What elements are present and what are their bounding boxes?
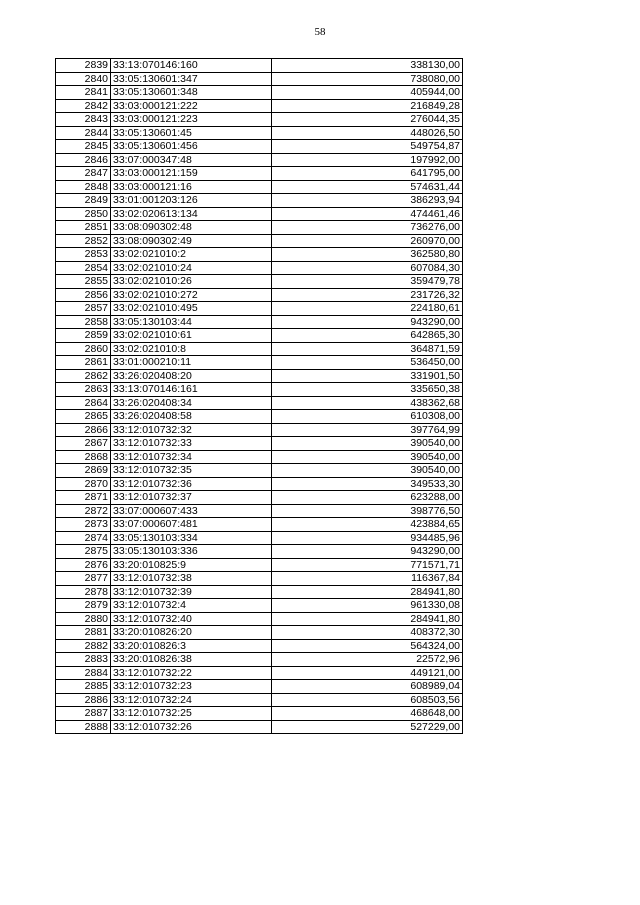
row-number: 2878	[56, 585, 111, 599]
cadastral-number: 33:02:021010:26	[111, 275, 272, 289]
table-row	[56, 180, 463, 194]
row-value: 398776,50	[272, 504, 463, 518]
table-row	[56, 72, 463, 86]
table-row	[56, 234, 463, 248]
row-value: 338130,00	[272, 59, 463, 73]
cadastral-number: 33:12:010732:24	[111, 693, 272, 707]
table-body	[56, 59, 463, 734]
row-value: 536450,00	[272, 356, 463, 370]
row-number: 2874	[56, 531, 111, 545]
row-value: 549754,87	[272, 140, 463, 154]
table-row	[56, 113, 463, 127]
table-row	[56, 504, 463, 518]
cadastral-number: 33:12:010732:34	[111, 450, 272, 464]
row-value: 359479,78	[272, 275, 463, 289]
table-row	[56, 275, 463, 289]
row-value: 474461,46	[272, 207, 463, 221]
table-row	[56, 558, 463, 572]
cadastral-number: 33:05:130601:347	[111, 72, 272, 86]
row-value: 405944,00	[272, 86, 463, 100]
row-value: 231726,32	[272, 288, 463, 302]
row-value: 197992,00	[272, 153, 463, 167]
row-value: 738080,00	[272, 72, 463, 86]
row-number: 2853	[56, 248, 111, 262]
table-row	[56, 329, 463, 343]
table-row	[56, 653, 463, 667]
cadastral-number: 33:05:130103:334	[111, 531, 272, 545]
table-row	[56, 464, 463, 478]
cadastral-number: 33:05:130103:44	[111, 315, 272, 329]
table-row	[56, 545, 463, 559]
table-row	[56, 261, 463, 275]
cadastral-number: 33:13:070146:161	[111, 383, 272, 397]
table-row	[56, 248, 463, 262]
row-number: 2849	[56, 194, 111, 208]
row-number: 2876	[56, 558, 111, 572]
row-number: 2880	[56, 612, 111, 626]
row-value: 642865,30	[272, 329, 463, 343]
cadastral-number: 33:02:021010:24	[111, 261, 272, 275]
row-number: 2867	[56, 437, 111, 451]
cadastral-number: 33:03:000121:159	[111, 167, 272, 181]
cadastral-number: 33:01:000210:11	[111, 356, 272, 370]
row-number: 2888	[56, 720, 111, 734]
table-row	[56, 612, 463, 626]
row-value: 390540,00	[272, 450, 463, 464]
cadastral-number: 33:12:010732:40	[111, 612, 272, 626]
row-value: 527229,00	[272, 720, 463, 734]
row-number: 2857	[56, 302, 111, 316]
row-number: 2839	[56, 59, 111, 73]
cadastral-number: 33:26:020408:20	[111, 369, 272, 383]
row-number: 2865	[56, 410, 111, 424]
table-row	[56, 491, 463, 505]
row-number: 2843	[56, 113, 111, 127]
row-number: 2848	[56, 180, 111, 194]
row-number: 2847	[56, 167, 111, 181]
table-row	[56, 194, 463, 208]
row-value: 362580,80	[272, 248, 463, 262]
table-row	[56, 626, 463, 640]
table-row	[56, 99, 463, 113]
row-number: 2886	[56, 693, 111, 707]
table-row	[56, 59, 463, 73]
row-value: 408372,30	[272, 626, 463, 640]
row-number: 2866	[56, 423, 111, 437]
row-number: 2863	[56, 383, 111, 397]
table-row	[56, 680, 463, 694]
table-row	[56, 518, 463, 532]
row-value: 771571,71	[272, 558, 463, 572]
row-value: 284941,80	[272, 585, 463, 599]
row-value: 449121,00	[272, 666, 463, 680]
row-value: 934485,96	[272, 531, 463, 545]
cadastral-number: 33:12:010732:23	[111, 680, 272, 694]
page-number: 58	[314, 26, 326, 38]
row-number: 2879	[56, 599, 111, 613]
row-value: 224180,61	[272, 302, 463, 316]
cadastral-number: 33:13:070146:160	[111, 59, 272, 73]
row-number: 2844	[56, 126, 111, 140]
row-value: 623288,00	[272, 491, 463, 505]
row-value: 574631,44	[272, 180, 463, 194]
row-value: 448026,50	[272, 126, 463, 140]
row-value: 943290,00	[272, 315, 463, 329]
table-row	[56, 140, 463, 154]
row-value: 364871,59	[272, 342, 463, 356]
table-row	[56, 86, 463, 100]
row-value: 608503,56	[272, 693, 463, 707]
row-value: 610308,00	[272, 410, 463, 424]
row-value: 390540,00	[272, 437, 463, 451]
cadastral-number: 33:05:130103:336	[111, 545, 272, 559]
table-row	[56, 221, 463, 235]
data-table	[55, 58, 463, 734]
table-row	[56, 167, 463, 181]
cadastral-number: 33:01:001203:126	[111, 194, 272, 208]
cadastral-number: 33:20:010825:9	[111, 558, 272, 572]
table-row	[56, 315, 463, 329]
cadastral-number: 33:12:010732:38	[111, 572, 272, 586]
row-number: 2875	[56, 545, 111, 559]
row-value: 386293,94	[272, 194, 463, 208]
row-number: 2850	[56, 207, 111, 221]
table-row	[56, 693, 463, 707]
row-number: 2842	[56, 99, 111, 113]
table-row	[56, 531, 463, 545]
row-value: 468648,00	[272, 707, 463, 721]
table-row	[56, 639, 463, 653]
row-number: 2884	[56, 666, 111, 680]
row-number: 2882	[56, 639, 111, 653]
cadastral-number: 33:12:010732:36	[111, 477, 272, 491]
cadastral-number: 33:12:010732:22	[111, 666, 272, 680]
row-value: 116367,84	[272, 572, 463, 586]
cadastral-number: 33:07:000607:481	[111, 518, 272, 532]
row-number: 2855	[56, 275, 111, 289]
row-value: 284941,80	[272, 612, 463, 626]
row-number: 2846	[56, 153, 111, 167]
table-row	[56, 207, 463, 221]
row-number: 2841	[56, 86, 111, 100]
cadastral-number: 33:20:010826:20	[111, 626, 272, 640]
cadastral-number: 33:12:010732:4	[111, 599, 272, 613]
table-row	[56, 720, 463, 734]
row-value: 438362,68	[272, 396, 463, 410]
row-value: 390540,00	[272, 464, 463, 478]
row-number: 2859	[56, 329, 111, 343]
row-number: 2854	[56, 261, 111, 275]
table-row	[56, 585, 463, 599]
cadastral-number: 33:05:130601:456	[111, 140, 272, 154]
row-number: 2862	[56, 369, 111, 383]
row-number: 2840	[56, 72, 111, 86]
cadastral-number: 33:26:020408:34	[111, 396, 272, 410]
cadastral-number: 33:12:010732:33	[111, 437, 272, 451]
table-row	[56, 302, 463, 316]
row-number: 2885	[56, 680, 111, 694]
row-number: 2851	[56, 221, 111, 235]
row-value: 349533,30	[272, 477, 463, 491]
row-number: 2883	[56, 653, 111, 667]
cadastral-number: 33:02:020613:134	[111, 207, 272, 221]
row-number: 2873	[56, 518, 111, 532]
row-value: 335650,38	[272, 383, 463, 397]
row-value: 564324,00	[272, 639, 463, 653]
row-value: 423884,65	[272, 518, 463, 532]
row-number: 2877	[56, 572, 111, 586]
table-row	[56, 369, 463, 383]
row-number: 2869	[56, 464, 111, 478]
row-number: 2852	[56, 234, 111, 248]
cadastral-number: 33:03:000121:223	[111, 113, 272, 127]
cadastral-number: 33:02:021010:2	[111, 248, 272, 262]
row-number: 2845	[56, 140, 111, 154]
row-number: 2872	[56, 504, 111, 518]
table-row	[56, 126, 463, 140]
table-row	[56, 599, 463, 613]
cadastral-number: 33:12:010732:26	[111, 720, 272, 734]
row-value: 276044,35	[272, 113, 463, 127]
row-number: 2870	[56, 477, 111, 491]
cadastral-number: 33:02:021010:495	[111, 302, 272, 316]
table-row	[56, 450, 463, 464]
cadastral-number: 33:02:021010:61	[111, 329, 272, 343]
table-row	[56, 396, 463, 410]
row-number: 2856	[56, 288, 111, 302]
row-value: 943290,00	[272, 545, 463, 559]
row-value: 641795,00	[272, 167, 463, 181]
cadastral-number: 33:05:130601:45	[111, 126, 272, 140]
row-number: 2871	[56, 491, 111, 505]
cadastral-number: 33:02:021010:272	[111, 288, 272, 302]
cadastral-number: 33:12:010732:37	[111, 491, 272, 505]
cadastral-number: 33:12:010732:35	[111, 464, 272, 478]
table-row	[56, 477, 463, 491]
row-value: 736276,00	[272, 221, 463, 235]
cadastral-number: 33:20:010826:38	[111, 653, 272, 667]
table-row	[56, 356, 463, 370]
table-row	[56, 383, 463, 397]
cadastral-number: 33:03:000121:222	[111, 99, 272, 113]
row-number: 2887	[56, 707, 111, 721]
cadastral-number: 33:08:090302:49	[111, 234, 272, 248]
row-value: 331901,50	[272, 369, 463, 383]
cadastral-number: 33:02:021010:8	[111, 342, 272, 356]
cadastral-number: 33:20:010826:3	[111, 639, 272, 653]
row-value: 607084,30	[272, 261, 463, 275]
cadastral-number: 33:08:090302:48	[111, 221, 272, 235]
row-number: 2858	[56, 315, 111, 329]
cadastral-number: 33:07:000607:433	[111, 504, 272, 518]
table-row	[56, 153, 463, 167]
row-number: 2864	[56, 396, 111, 410]
cadastral-number: 33:12:010732:25	[111, 707, 272, 721]
table-row	[56, 423, 463, 437]
row-value: 961330,08	[272, 599, 463, 613]
row-number: 2860	[56, 342, 111, 356]
row-value: 22572,96	[272, 653, 463, 667]
cadastral-number: 33:03:000121:16	[111, 180, 272, 194]
row-value: 608989,04	[272, 680, 463, 694]
table-row	[56, 666, 463, 680]
table-row	[56, 288, 463, 302]
cadastral-number: 33:07:000347:48	[111, 153, 272, 167]
row-number: 2868	[56, 450, 111, 464]
table-row	[56, 342, 463, 356]
cadastral-number: 33:12:010732:32	[111, 423, 272, 437]
table-row	[56, 572, 463, 586]
table-row	[56, 410, 463, 424]
row-number: 2861	[56, 356, 111, 370]
row-value: 260970,00	[272, 234, 463, 248]
row-value: 397764,99	[272, 423, 463, 437]
row-number: 2881	[56, 626, 111, 640]
row-value: 216849,28	[272, 99, 463, 113]
table-row	[56, 437, 463, 451]
cadastral-number: 33:12:010732:39	[111, 585, 272, 599]
cadastral-number: 33:26:020408:58	[111, 410, 272, 424]
table-row	[56, 707, 463, 721]
cadastral-number: 33:05:130601:348	[111, 86, 272, 100]
